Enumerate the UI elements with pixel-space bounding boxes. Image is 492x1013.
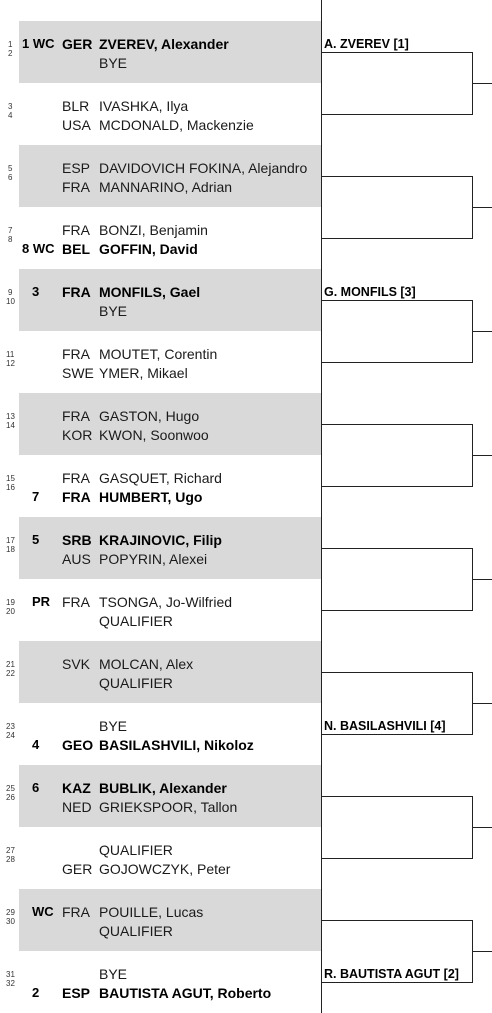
player-name: QUALIFIER xyxy=(99,613,173,629)
draw-position-number: 1 xyxy=(8,40,13,49)
draw-position-number: 21 xyxy=(6,660,15,669)
country-code: FRA xyxy=(62,489,91,505)
bracket-line-top xyxy=(321,52,472,53)
country-code: FRA xyxy=(62,594,90,610)
player-name: IVASHKA, Ilya xyxy=(99,98,189,114)
player-name: MCDONALD, Mackenzie xyxy=(99,117,254,133)
player-name: GOFFIN, David xyxy=(99,241,198,257)
draw-position-number: 12 xyxy=(6,359,15,368)
draw-position-number: 20 xyxy=(6,607,15,616)
player-name: BYE xyxy=(99,303,128,319)
match-shade xyxy=(19,641,321,703)
match-shade xyxy=(19,517,321,579)
draw-position-number: 30 xyxy=(6,917,15,926)
draw-position-number: 8 xyxy=(8,235,13,244)
bracket-line-bottom xyxy=(321,238,472,239)
country-code: FRA xyxy=(62,222,90,238)
country-code: BLR xyxy=(62,98,90,114)
bracket-line-bottom xyxy=(321,610,472,611)
round2-winner: N. BASILASHVILI [4] xyxy=(324,719,446,733)
country-code: FRA xyxy=(62,904,90,920)
draw-position-number: 14 xyxy=(6,421,15,430)
seed-label: 6 xyxy=(32,780,40,795)
player-name: GRIEKSPOOR, Tallon xyxy=(99,799,238,815)
draw-position-number: 17 xyxy=(6,536,15,545)
player-name: ZVEREV, Alexander xyxy=(99,36,229,52)
bracket-line-top xyxy=(321,176,472,177)
draw-position-number: 13 xyxy=(6,412,15,421)
player-name: BASILASHVILI, Nikoloz xyxy=(99,737,254,753)
player-name: GOJOWCZYK, Peter xyxy=(99,861,231,877)
country-code: SVK xyxy=(62,656,91,672)
player-name: KRAJINOVIC, Filip xyxy=(99,532,222,548)
seed-label: 8 WC xyxy=(22,241,55,256)
player-name: BYE xyxy=(99,55,128,71)
draw-position-number: 9 xyxy=(8,288,13,297)
seed-label: WC xyxy=(32,904,54,919)
player-name: YMER, Mikael xyxy=(99,365,188,381)
match-shade xyxy=(19,21,321,83)
seed-label: 3 xyxy=(32,284,40,299)
player-name: QUALIFIER xyxy=(99,923,173,939)
bracket-out xyxy=(472,207,492,208)
bracket-out xyxy=(472,331,492,332)
draw-position-number: 24 xyxy=(6,731,15,740)
player-name: DAVIDOVICH FOKINA, Alejandro xyxy=(99,160,308,176)
seed-label: 7 xyxy=(32,489,40,504)
draw-position-number: 10 xyxy=(6,297,15,306)
draw-position-number: 3 xyxy=(8,102,13,111)
seed-label: 2 xyxy=(32,985,40,1000)
player-name: POUILLE, Lucas xyxy=(99,904,204,920)
country-code: FRA xyxy=(62,470,90,486)
player-name: BYE xyxy=(99,966,128,982)
bracket-out xyxy=(472,703,492,704)
draw-position-number: 31 xyxy=(6,970,15,979)
player-name: MOUTET, Corentin xyxy=(99,346,218,362)
draw-position-number: 28 xyxy=(6,855,15,864)
player-name: MONFILS, Gael xyxy=(99,284,201,300)
bracket-line-top xyxy=(321,300,472,301)
bracket-line-bottom xyxy=(321,362,472,363)
player-name: GASQUET, Richard xyxy=(99,470,222,486)
player-name: MOLCAN, Alex xyxy=(99,656,194,672)
player-name: POPYRIN, Alexei xyxy=(99,551,208,567)
draw-position-number: 19 xyxy=(6,598,15,607)
player-name: TSONGA, Jo-Wilfried xyxy=(99,594,233,610)
country-code: KAZ xyxy=(62,780,91,796)
bracket-line-top xyxy=(321,672,472,673)
draw-position-number: 6 xyxy=(8,173,13,182)
bracket-line-bottom xyxy=(321,114,472,115)
country-code: NED xyxy=(62,799,92,815)
bracket-line-bottom xyxy=(321,486,472,487)
country-code: FRA xyxy=(62,408,90,424)
seed-label: 5 xyxy=(32,532,40,547)
draw-position-number: 18 xyxy=(6,545,15,554)
bracket-line-top xyxy=(321,424,472,425)
draw-position-number: 23 xyxy=(6,722,15,731)
draw-position-number: 26 xyxy=(6,793,15,802)
draw-position-number: 32 xyxy=(6,979,15,988)
player-name: BONZI, Benjamin xyxy=(99,222,208,238)
seed-label: PR xyxy=(32,594,51,609)
draw-position-number: 29 xyxy=(6,908,15,917)
match-shade xyxy=(19,393,321,455)
draw-position-number: 7 xyxy=(8,226,13,235)
bracket-out xyxy=(472,579,492,580)
draw-position-number: 5 xyxy=(8,164,13,173)
draw-top-line xyxy=(321,0,322,21)
seed-label: 1 WC xyxy=(22,36,55,51)
round2-winner: A. ZVEREV [1] xyxy=(324,37,409,51)
country-code: AUS xyxy=(62,551,91,567)
bracket-out xyxy=(472,455,492,456)
player-name: HUMBERT, Ugo xyxy=(99,489,203,505)
country-code: FRA xyxy=(62,179,90,195)
match-shade xyxy=(19,145,321,207)
draw-position-number: 16 xyxy=(6,483,15,492)
bracket-line-top xyxy=(321,920,472,921)
draw-position-number: 2 xyxy=(8,49,13,58)
round2-winner: G. MONFILS [3] xyxy=(324,285,416,299)
player-name: BAUTISTA AGUT, Roberto xyxy=(99,985,272,1001)
bracket-line-bottom xyxy=(321,858,472,859)
bracket-out xyxy=(472,83,492,84)
match-shade xyxy=(19,765,321,827)
player-name: BUBLIK, Alexander xyxy=(99,780,227,796)
draw-position-number: 11 xyxy=(6,350,15,359)
country-code: SRB xyxy=(62,532,92,548)
bracket-out xyxy=(472,827,492,828)
match-shade xyxy=(19,889,321,951)
country-code: ESP xyxy=(62,160,91,176)
country-code: GER xyxy=(62,861,93,877)
bracket-line-bottom xyxy=(321,982,472,983)
country-code: KOR xyxy=(62,427,93,443)
player-name: QUALIFIER xyxy=(99,842,173,858)
player-name: QUALIFIER xyxy=(99,675,173,691)
bracket-line-bottom xyxy=(321,734,472,735)
player-name: KWON, Soonwoo xyxy=(99,427,209,443)
draw-position-number: 15 xyxy=(6,474,15,483)
round2-winner: R. BAUTISTA AGUT [2] xyxy=(324,967,459,981)
seed-label: 4 xyxy=(32,737,40,752)
country-code: FRA xyxy=(62,284,91,300)
country-code: USA xyxy=(62,117,91,133)
country-code: BEL xyxy=(62,241,90,257)
draw-position-number: 22 xyxy=(6,669,15,678)
draw-position-number: 27 xyxy=(6,846,15,855)
country-code: FRA xyxy=(62,346,90,362)
country-code: GEO xyxy=(62,737,94,753)
player-name: BYE xyxy=(99,718,128,734)
player-name: GASTON, Hugo xyxy=(99,408,200,424)
player-name: MANNARINO, Adrian xyxy=(99,179,233,195)
bracket-line-top xyxy=(321,548,472,549)
country-code: GER xyxy=(62,36,93,52)
draw-position-number: 25 xyxy=(6,784,15,793)
match-shade xyxy=(19,269,321,331)
bracket-out xyxy=(472,951,492,952)
draw-position-number: 4 xyxy=(8,111,13,120)
country-code: ESP xyxy=(62,985,91,1001)
country-code: SWE xyxy=(62,365,94,381)
bracket-line-top xyxy=(321,796,472,797)
